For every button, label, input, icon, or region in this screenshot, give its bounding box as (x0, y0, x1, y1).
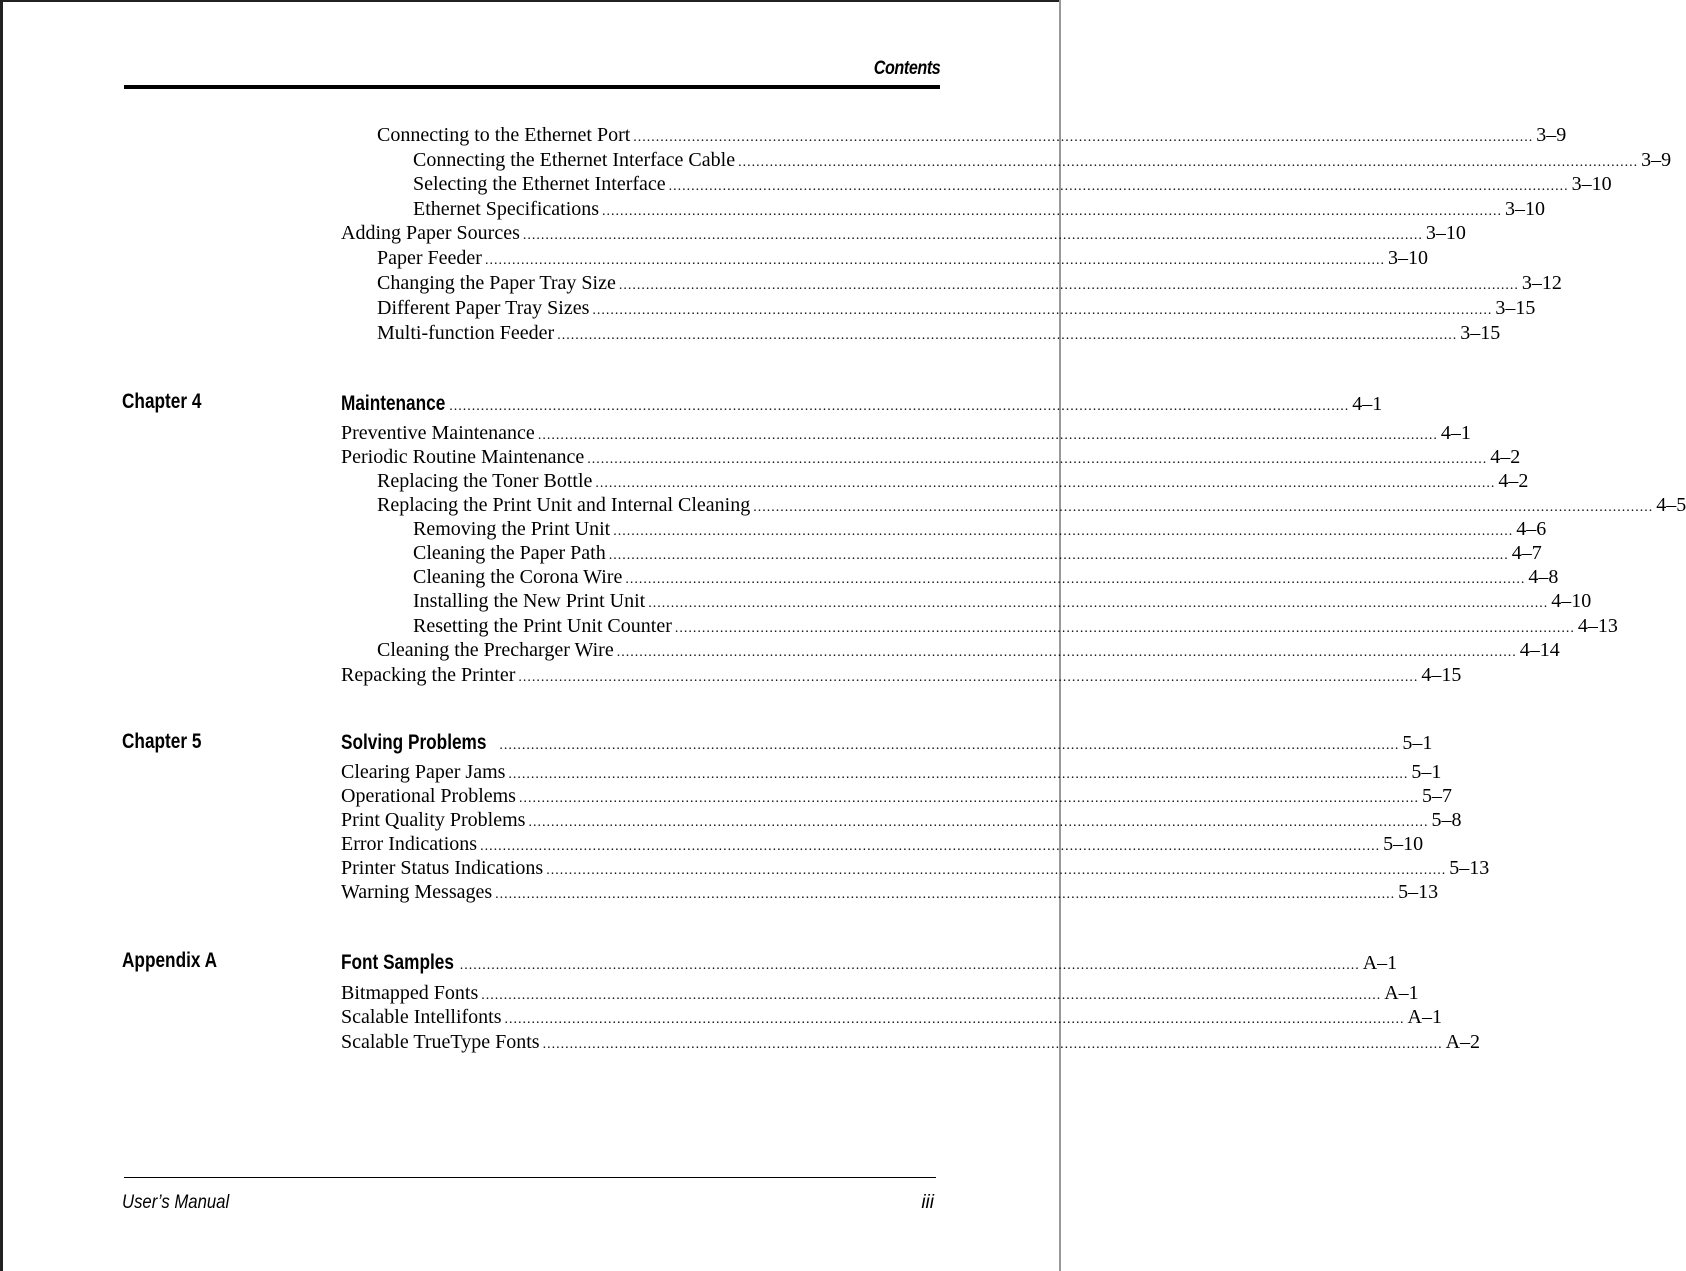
toc-entry-title: Different Paper Tray Sizes (377, 297, 590, 319)
toc-entry[interactable] (341, 832, 1424, 857)
toc-entry-page: A–2 (1445, 1031, 1481, 1053)
toc-dot-leader: ........................................................................................................................................................................................................ (592, 303, 1493, 318)
toc-entry[interactable] (413, 517, 1547, 542)
toc-entry-page: 4–6 (1516, 518, 1547, 540)
toc-entry-page: 3–12 (1521, 272, 1562, 294)
toc-entry[interactable] (377, 123, 1567, 148)
toc-entry[interactable] (341, 808, 1462, 833)
toc-entry-page: 3–9 (1641, 149, 1672, 171)
toc-entry-page: 5–10 (1383, 833, 1424, 855)
toc-entry[interactable] (377, 296, 1536, 321)
toc-dot-leader: ........................................................................................................................................................................................................ (668, 179, 1569, 194)
chapter-label: Appendix A (122, 949, 218, 972)
toc-entry-title: Cleaning the Corona Wire (413, 566, 623, 588)
toc-chapter-heading[interactable] (341, 730, 1433, 755)
toc-entry[interactable] (413, 172, 1612, 197)
toc-entry-title: Changing the Paper Tray Size (377, 272, 616, 294)
toc-entry-title: Preventive Maintenance (341, 422, 535, 444)
toc-dot-leader: ........................................................................................................................................................................................................ (449, 399, 1350, 414)
footer-manual-title: User’s Manual (122, 1192, 230, 1213)
toc-dot-leader: ........................................................................................................................................................................................................ (625, 572, 1526, 587)
toc-dot-leader: ........................................................................................................................................................................................................ (499, 738, 1400, 753)
toc-entry-page: 4–5 (1656, 494, 1686, 516)
toc-entry[interactable] (377, 271, 1562, 296)
toc-entry-page: 4–14 (1519, 639, 1560, 661)
toc-entry[interactable] (377, 321, 1501, 346)
toc-entry-title: Maintenance (341, 392, 446, 415)
toc-dot-leader: ........................................................................................................................................................................................................ (633, 130, 1534, 145)
page-edge (0, 0, 3, 1271)
toc-entry-title: Solving Problems (341, 731, 487, 754)
toc-dot-leader: ........................................................................................................................................................................................................ (674, 621, 1575, 636)
toc-entry-title: Operational Problems (341, 785, 516, 807)
toc-entry-title: Adding Paper Sources (341, 222, 520, 244)
toc-entry-title: Multi-function Feeder (377, 322, 555, 344)
toc-entry[interactable] (341, 981, 1419, 1006)
toc-entry-page: 3–10 (1571, 173, 1612, 195)
footer-page-number: iii (921, 1192, 934, 1213)
toc-dot-leader: ........................................................................................................................................................................................................ (508, 767, 1409, 782)
toc-chapter-heading[interactable] (341, 391, 1383, 416)
toc-entry-page: 4–10 (1551, 590, 1592, 612)
toc-dot-leader: ........................................................................................................................................................................................................ (518, 670, 1419, 685)
toc-entry-title: Removing the Print Unit (413, 518, 611, 540)
toc-entry-page: 5–7 (1421, 785, 1452, 807)
toc-entry-page: A–1 (1384, 982, 1419, 1004)
toc-dot-leader: ........................................................................................................................................................................................................ (595, 476, 1496, 491)
toc-entry[interactable] (377, 246, 1428, 271)
toc-entry[interactable] (413, 614, 1618, 639)
toc-dot-leader: ........................................................................................................................................................................................................ (616, 645, 1517, 660)
toc-entry-page: 4–1 (1440, 422, 1471, 444)
toc-entry-title: Connecting to the Ethernet Port (377, 124, 631, 146)
toc-entry-title: Clearing Paper Jams (341, 761, 506, 783)
toc-entry[interactable] (341, 1030, 1481, 1055)
toc-entry-title: Replacing the Print Unit and Internal Cleaning (377, 494, 751, 516)
toc-entry-page: 4–15 (1421, 664, 1462, 686)
toc-entry-page: 3–9 (1536, 124, 1567, 146)
toc-dot-leader: ........................................................................................................................................................................................................ (542, 1037, 1443, 1052)
toc-entry-title: Cleaning the Precharger Wire (377, 639, 614, 661)
toc-dot-leader: ........................................................................................................................................................................................................ (608, 548, 1509, 563)
page-edge-top (0, 0, 1061, 2)
toc-dot-leader: ........................................................................................................................................................................................................ (587, 452, 1488, 467)
toc-dot-leader: ........................................................................................................................................................................................................ (753, 500, 1654, 515)
toc-entry[interactable] (341, 421, 1471, 446)
toc-entry-title: Repacking the Printer (341, 664, 516, 686)
toc-entry-page: A–1 (1407, 1006, 1442, 1028)
toc-entry-title: Periodic Routine Maintenance (341, 446, 585, 468)
toc-entry[interactable] (413, 148, 1672, 173)
toc-entry[interactable] (413, 565, 1559, 590)
toc-entry-page: A–1 (1362, 952, 1398, 974)
toc-entry-page: 4–8 (1528, 566, 1559, 588)
toc-entry-page: 4–13 (1577, 615, 1618, 637)
toc-dot-leader: ........................................................................................................................................................................................................ (484, 253, 1385, 268)
toc-entry-page: 4–1 (1352, 393, 1383, 415)
toc-entry[interactable] (341, 445, 1521, 470)
toc-dot-leader: ........................................................................................................................................................................................................ (522, 228, 1423, 243)
toc-entry-title: Ethernet Specifications (413, 198, 600, 220)
toc-dot-leader: ........................................................................................................................................................................................................ (546, 863, 1447, 878)
toc-dot-leader: ........................................................................................................................................................................................................ (528, 815, 1429, 830)
toc-entry[interactable] (341, 221, 1466, 246)
toc-entry[interactable] (413, 541, 1542, 566)
toc-dot-leader: ........................................................................................................................................................................................................ (518, 791, 1419, 806)
toc-entry-title: Print Quality Problems (341, 809, 526, 831)
toc-dot-leader: ........................................................................................................................................................................................................ (481, 988, 1382, 1003)
chapter-label: Chapter 4 (122, 390, 202, 413)
toc-entry-title: Paper Feeder (377, 247, 482, 269)
toc-dot-leader: ........................................................................................................................................................................................................ (618, 278, 1519, 293)
toc-dot-leader: ........................................................................................................................................................................................................ (459, 958, 1360, 973)
toc-entry-title: Connecting the Ethernet Interface Cable (413, 149, 736, 171)
toc-entry-title: Cleaning the Paper Path (413, 542, 606, 564)
toc-entry-page: 3–10 (1505, 198, 1546, 220)
toc-entry[interactable] (377, 469, 1529, 494)
toc-entry-title: Warning Messages (341, 881, 493, 903)
toc-entry-page: 3–10 (1387, 247, 1428, 269)
toc-entry-page: 3–10 (1425, 222, 1466, 244)
toc-entry-title: Resetting the Print Unit Counter (413, 615, 672, 637)
toc-entry[interactable] (341, 880, 1439, 905)
toc-dot-leader: ........................................................................................................................................................................................................ (537, 428, 1438, 443)
toc-entry[interactable] (413, 197, 1546, 222)
toc-entry[interactable] (341, 663, 1462, 688)
toc-entry[interactable] (377, 638, 1560, 663)
toc-entry[interactable] (413, 589, 1592, 614)
chapter-label: Chapter 5 (122, 730, 202, 753)
toc-entry[interactable] (341, 1005, 1442, 1030)
toc-entry-title: Font Samples (341, 951, 454, 974)
toc-entry-page: 4–7 (1511, 542, 1542, 564)
header-rule (124, 85, 940, 89)
toc-entry-page: 5–1 (1402, 732, 1433, 754)
toc-dot-leader: ........................................................................................................................................................................................................ (613, 524, 1514, 539)
running-header-title: Contents (873, 58, 940, 79)
toc-entry-page: 4–2 (1490, 446, 1521, 468)
toc-dot-leader: ........................................................................................................................................................................................................ (648, 596, 1549, 611)
toc-entry-title: Error Indications (341, 833, 478, 855)
toc-dot-leader: ........................................................................................................................................................................................................ (602, 204, 1503, 219)
toc-dot-leader: ........................................................................................................................................................................................................ (504, 1012, 1405, 1027)
toc-entry[interactable] (377, 493, 1686, 518)
toc-entry[interactable] (341, 856, 1490, 881)
toc-entry-title: Scalable Intellifonts (341, 1006, 502, 1028)
toc-entry-page: 5–1 (1411, 761, 1442, 783)
toc-dot-leader: ........................................................................................................................................................................................................ (495, 887, 1396, 902)
toc-entry-title: Scalable TrueType Fonts (341, 1031, 540, 1053)
toc-entry-page: 5–8 (1431, 809, 1462, 831)
toc-entry-page: 5–13 (1398, 881, 1439, 903)
toc-dot-leader: ........................................................................................................................................................................................................ (557, 328, 1458, 343)
toc-entry-title: Installing the New Print Unit (413, 590, 646, 612)
toc-entry[interactable] (341, 784, 1452, 809)
toc-entry-page: 3–15 (1495, 297, 1536, 319)
toc-entry-title: Selecting the Ethernet Interface (413, 173, 666, 195)
toc-entry-page: 4–2 (1498, 470, 1529, 492)
toc-dot-leader: ........................................................................................................................................................................................................ (738, 155, 1639, 170)
toc-entry-title: Printer Status Indications (341, 857, 544, 879)
toc-chapter-heading[interactable] (341, 950, 1398, 975)
toc-entry-page: 3–15 (1460, 322, 1501, 344)
toc-entry-page: 5–13 (1449, 857, 1490, 879)
toc-dot-leader: ........................................................................................................................................................................................................ (480, 839, 1381, 854)
toc-entry-title: Replacing the Toner Bottle (377, 470, 593, 492)
footer-rule (124, 1177, 936, 1178)
toc-entry[interactable] (341, 760, 1442, 785)
toc-entry-title: Bitmapped Fonts (341, 982, 479, 1004)
